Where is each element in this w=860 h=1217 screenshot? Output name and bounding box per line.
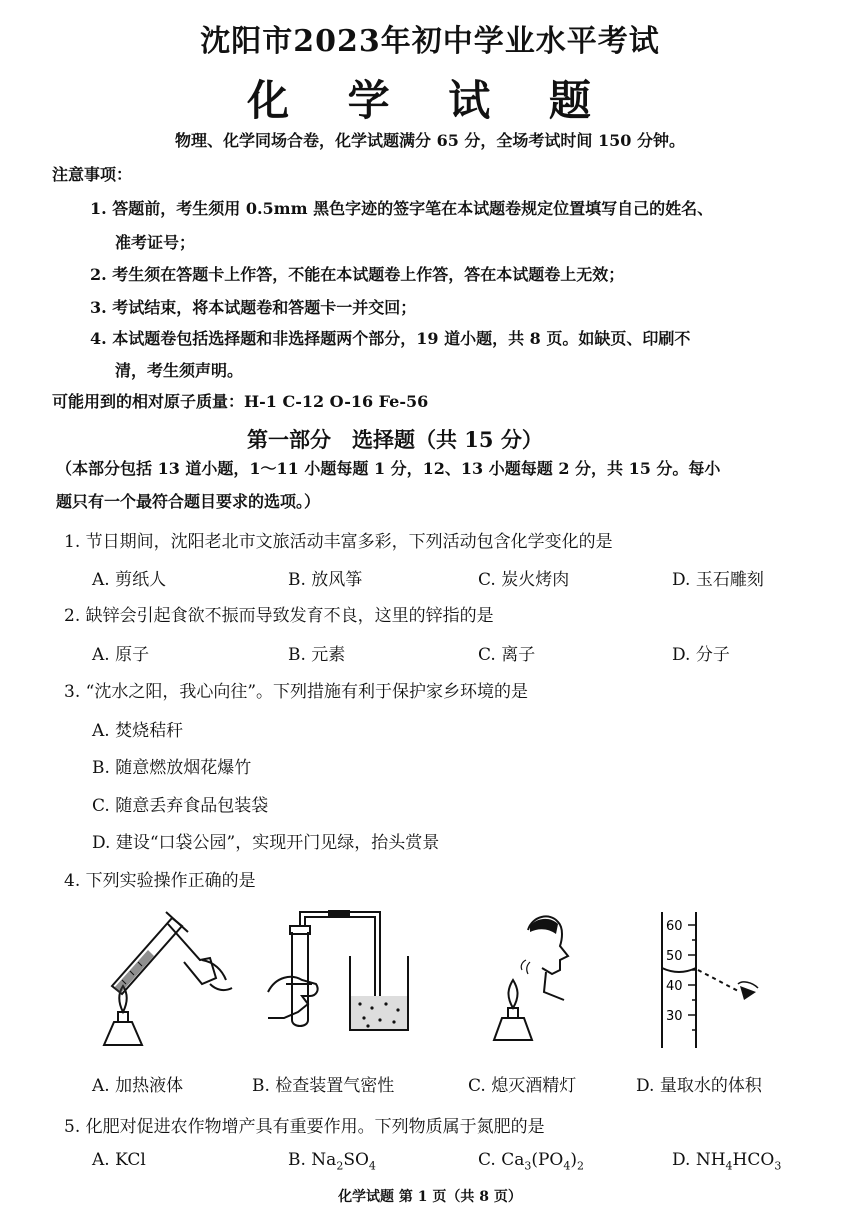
tick-label-40: 40 [666, 979, 683, 994]
q3-option-b: B. 随意燃放烟花爆竹 [92, 758, 252, 778]
notice-item-4: 4. 本试题卷包括选择题和非选择题两个部分，19 道小题，共 8 页。如缺页、印刷不 [90, 329, 691, 348]
q3-option-a: A. 焚烧秸秆 [92, 721, 184, 741]
q4-option-d: D. 量取水的体积 [636, 1076, 762, 1096]
q3-stem: 3. “沈水之阳，我心向往”。下列措施有利于保护家乡环境的是 [64, 682, 529, 702]
extinguish-alcohol-lamp-illustration [480, 900, 620, 1050]
q5-stem: 5. 化肥对促进农作物增产具有重要作用。下列物质属于氮肥的是 [64, 1117, 545, 1137]
q2-option-b: B. 元素 [288, 645, 346, 665]
tick-label-60: 60 [666, 919, 683, 934]
tick-label-30: 30 [666, 1009, 683, 1024]
q1-option-c: C. 炭火烤肉 [478, 570, 570, 590]
notice-heading: 注意事项： [52, 165, 133, 184]
q5-option-b: B. $Na_2SO_4$ [288, 1150, 376, 1173]
notice-item-1: 1. 答题前，考生须用 0.5mm 黑色字迹的签字笔在本试题卷规定位置填写自己的姓名、 [90, 199, 714, 218]
measuring-cylinder-illustration [640, 900, 780, 1050]
q4-option-c: C. 熄灭酒精灯 [468, 1076, 577, 1096]
section-title: 第一部分 选择题（共 15 分） [247, 427, 543, 452]
q2-stem: 2. 缺锌会引起食欲不振而导致发育不良，这里的锌指的是 [64, 606, 494, 626]
q1-option-d: D. 玉石雕刻 [672, 570, 764, 590]
q5-option-a: A. KCl [92, 1150, 146, 1170]
q4-option-a: A. 加热液体 [92, 1076, 184, 1096]
q1-stem: 1. 节日期间，沈阳老北市文旅活动丰富多彩，下列活动包含化学变化的是 [64, 532, 613, 552]
subject-title: 化 学 试 题 [247, 76, 613, 125]
q5-option-c: C. $Ca_3(PO_4)_2$ [478, 1150, 585, 1173]
q2-option-d: D. 分子 [672, 645, 730, 665]
q4-option-b: B. 检查装置气密性 [252, 1076, 395, 1096]
q2-option-a: A. 原子 [92, 645, 150, 665]
tick-label-50: 50 [666, 949, 683, 964]
q2-option-c: C. 离子 [478, 645, 536, 665]
exam-subtitle: 物理、化学同场合卷，化学试题满分 65 分，全场考试时间 150 分钟。 [175, 131, 685, 150]
exam-title: 沈阳市2023年初中学业水平考试 [200, 24, 660, 59]
q3-option-d: D. 建设“口袋公园”，实现开门见绿，抬头赏景 [92, 833, 440, 853]
notice-item-3: 3. 考试结束，将本试题卷和答题卡一并交回； [90, 298, 417, 317]
page-footer: 化学试题 第 1 页（共 8 页） [338, 1189, 522, 1205]
airtightness-check-illustration [262, 900, 422, 1050]
q5-option-d: D. $NH_4HCO_3$ [672, 1150, 782, 1173]
section-desc-line1: （本部分包括 13 道小题，1～11 小题每题 1 分，12、13 小题每题 2 分，共 15 分。每小 [56, 459, 721, 478]
notice-item-2: 2. 考生须在答题卡上作答，不能在本试题卷上作答，答在本试题卷上无效； [90, 265, 625, 284]
notice-item-1-cont: 准考证号； [115, 233, 196, 252]
section-desc-line2: 题只有一个最符合题目要求的选项。） [56, 492, 321, 511]
q3-option-c: C. 随意丢弃食品包装袋 [92, 796, 269, 816]
q1-option-a: A. 剪纸人 [92, 570, 167, 590]
heating-liquid-illustration [92, 900, 242, 1050]
notice-item-4-cont: 清，考生须声明。 [115, 361, 244, 380]
q1-option-b: B. 放风筝 [288, 570, 363, 590]
atomic-mass-line: 可能用到的相对原子质量：H-1 C-12 O-16 Fe-56 [52, 392, 429, 411]
q4-stem: 4. 下列实验操作正确的是 [64, 871, 256, 891]
